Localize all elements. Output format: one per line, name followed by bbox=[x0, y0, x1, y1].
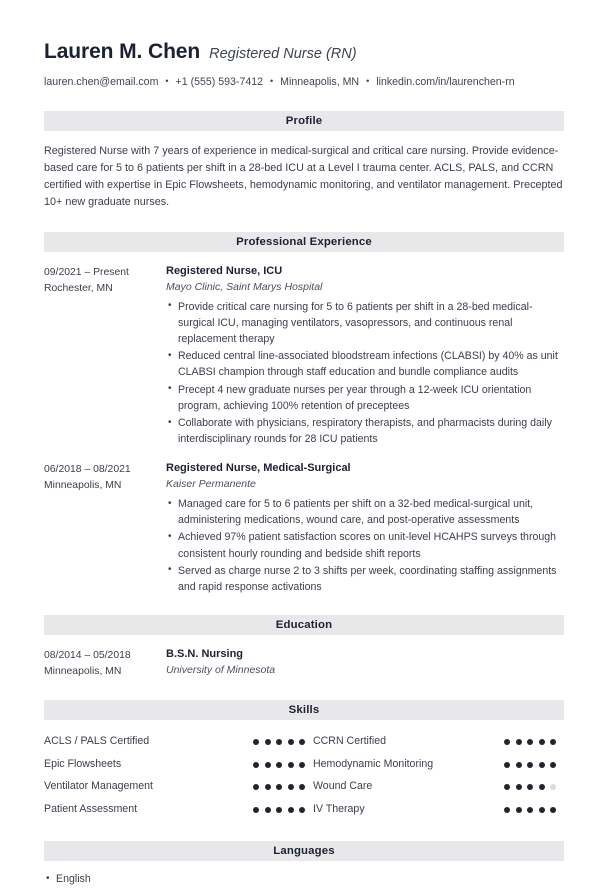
skill-label: Epic Flowsheets bbox=[44, 757, 122, 770]
bullet-separator-icon: • bbox=[165, 76, 169, 87]
rating-dot-filled bbox=[527, 784, 533, 790]
skill-item bbox=[313, 731, 564, 754]
skill-label: ACLS / PALS Certified bbox=[44, 735, 150, 748]
skill-item bbox=[44, 731, 313, 754]
skills-grid bbox=[44, 731, 564, 821]
entry-bullet: • Collaborate with physicians, respiratory therapists, and pharmacists during daily interdisciplinary rounds for 28 ICU patients bbox=[166, 415, 564, 447]
skill-item bbox=[44, 798, 313, 821]
section-heading-profile: Profile bbox=[44, 111, 564, 131]
rating-dot-filled bbox=[504, 739, 510, 745]
contact-phone[interactable]: +1 (555) 593-7412 bbox=[175, 76, 264, 89]
experience-entry bbox=[44, 461, 564, 595]
skill-item bbox=[44, 753, 313, 776]
rating-dot-filled bbox=[527, 762, 533, 768]
entry-location: Minneapolis, MN bbox=[44, 480, 122, 492]
skill-label: IV Therapy bbox=[313, 802, 365, 815]
entry-bullet: • Achieved 97% patient satisfaction scores on unit-level HCAHPS surveys through consistent hourly rounding and bedside shift reports bbox=[166, 529, 564, 561]
rating-dot-filled bbox=[504, 762, 510, 768]
section-heading-languages: Languages bbox=[44, 841, 564, 861]
entry-bullet: • Served as charge nurse 2 to 3 shifts per week, coordinating staffing assignments and rapid response activations bbox=[166, 563, 564, 595]
profile-section bbox=[44, 111, 564, 211]
rating-dot-filled bbox=[288, 807, 294, 813]
entry-job-title: Registered Nurse, ICU bbox=[166, 264, 283, 277]
entry-location: Minneapolis, MN bbox=[44, 666, 122, 678]
entry-school: University of Minnesota bbox=[166, 664, 276, 677]
skill-item bbox=[313, 753, 564, 776]
rating-dot-filled bbox=[299, 739, 305, 745]
languages-list bbox=[44, 872, 564, 888]
entry-bullet: • Precept 4 new graduate nurses per year through a 12-week ICU orientation program, achieving 100% retention of preceptees bbox=[166, 382, 564, 414]
rating-dot-filled bbox=[539, 807, 545, 813]
rating-dot-filled bbox=[276, 762, 282, 768]
rating-dot-filled bbox=[253, 807, 259, 813]
skill-rating-dots bbox=[504, 784, 556, 790]
experience-section bbox=[44, 232, 564, 595]
rating-dot-filled bbox=[276, 807, 282, 813]
bullet-separator-icon: • bbox=[366, 76, 370, 87]
rating-dot-filled bbox=[550, 762, 556, 768]
entry-dates: 09/2021 – Present bbox=[44, 266, 129, 278]
skills-section bbox=[44, 700, 564, 821]
rating-dot-filled bbox=[516, 784, 522, 790]
entry-bullet-list bbox=[166, 299, 564, 448]
section-heading-education: Education bbox=[44, 615, 564, 635]
skill-rating-dots bbox=[253, 762, 305, 768]
rating-dot-filled bbox=[288, 739, 294, 745]
skill-rating-dots bbox=[504, 762, 556, 768]
experience-entry bbox=[44, 264, 564, 447]
rating-dot-filled bbox=[527, 807, 533, 813]
skill-rating-dots bbox=[253, 739, 305, 745]
rating-dot-filled bbox=[504, 784, 510, 790]
entry-job-title: Registered Nurse, Medical-Surgical bbox=[166, 462, 351, 475]
rating-dot-filled bbox=[276, 739, 282, 745]
skill-rating-dots bbox=[504, 807, 556, 813]
rating-dot-filled bbox=[516, 762, 522, 768]
rating-dot-filled bbox=[539, 762, 545, 768]
experience-entry-body bbox=[166, 461, 564, 595]
skill-label: CCRN Certified bbox=[313, 735, 386, 748]
entry-dates: 06/2018 – 08/2021 bbox=[44, 464, 131, 476]
rating-dot-filled bbox=[265, 784, 271, 790]
rating-dot-filled bbox=[550, 739, 556, 745]
section-heading-skills: Skills bbox=[44, 700, 564, 720]
rating-dot-filled bbox=[299, 784, 305, 790]
rating-dot-filled bbox=[539, 739, 545, 745]
bullet-separator-icon: • bbox=[270, 76, 274, 87]
skill-rating-dots bbox=[504, 739, 556, 745]
rating-dot-filled bbox=[550, 807, 556, 813]
entry-bullet-list bbox=[166, 496, 564, 595]
rating-dot-filled bbox=[516, 807, 522, 813]
entry-bullet: • Provide critical care nursing for 5 to 6 patients per shift in a 28-bed medical-surgical ICU, managing ventilators, vasopressors, and continuous renal replacement therapy bbox=[166, 299, 564, 348]
contact-email[interactable]: lauren.chen@email.com bbox=[44, 76, 159, 89]
entry-bullet: • Managed care for 5 to 6 patients per shift on a 32-bed medical-surgical unit, administering medications, wound care, and post-operative assessments bbox=[166, 496, 564, 528]
education-entry-meta bbox=[44, 647, 166, 680]
skill-label: Ventilator Management bbox=[44, 780, 153, 793]
skill-item bbox=[44, 776, 313, 799]
language-item: • English bbox=[44, 872, 564, 888]
rating-dot-filled bbox=[265, 762, 271, 768]
skill-label: Wound Care bbox=[313, 780, 373, 793]
contact-linkedin[interactable]: linkedin.com/in/laurenchen-rn bbox=[376, 76, 515, 89]
experience-entry-body bbox=[166, 264, 564, 447]
skill-rating-dots bbox=[253, 784, 305, 790]
rating-dot-filled bbox=[299, 762, 305, 768]
entry-dates: 08/2014 – 05/2018 bbox=[44, 650, 131, 662]
candidate-name: Lauren M. Chen bbox=[44, 40, 201, 63]
rating-dot-filled bbox=[299, 807, 305, 813]
rating-dot-filled bbox=[539, 784, 545, 790]
education-entry bbox=[44, 647, 564, 680]
rating-dot-filled bbox=[504, 807, 510, 813]
contact-location: Minneapolis, MN bbox=[280, 76, 360, 89]
entry-employer: Kaiser Permanente bbox=[166, 478, 256, 491]
profile-summary-text: Registered Nurse with 7 years of experience in medical-surgical and critical care nursing. Provide evidence-based care for 5 to 6 patients per shift in a 28-bed ICU at a Level I trauma center. ACLS, PALS, and CCRN certified with expertise in Epic Flowsheets, hemodynamic monitoring, and ventilator management. Precepted 10+ new graduate nurses. bbox=[44, 144, 563, 208]
skill-rating-dots bbox=[253, 807, 305, 813]
rating-dot-filled bbox=[288, 784, 294, 790]
contact-line bbox=[44, 76, 564, 89]
skill-label: Hemodynamic Monitoring bbox=[313, 757, 434, 770]
entry-bullet: • Reduced central line-associated bloodstream infections (CLABSI) by 40% as unit CLABSI champion through staff education and bundle compliance audits bbox=[166, 348, 564, 380]
rating-dot-filled bbox=[253, 784, 259, 790]
entry-location: Rochester, MN bbox=[44, 282, 113, 294]
skill-label: Patient Assessment bbox=[44, 802, 138, 815]
experience-entry-meta bbox=[44, 461, 166, 494]
rating-dot-filled bbox=[276, 784, 282, 790]
candidate-job-title: Registered Nurse (RN) bbox=[209, 46, 357, 62]
languages-section bbox=[44, 841, 564, 888]
experience-entry-meta bbox=[44, 264, 166, 297]
education-section bbox=[44, 615, 564, 680]
skill-item bbox=[313, 776, 564, 799]
rating-dot-filled bbox=[253, 762, 259, 768]
resume-header bbox=[44, 0, 564, 89]
rating-dot-filled bbox=[516, 739, 522, 745]
rating-dot-filled bbox=[527, 739, 533, 745]
skill-item bbox=[313, 798, 564, 821]
section-heading-experience: Professional Experience bbox=[44, 232, 564, 252]
rating-dot-filled bbox=[253, 739, 259, 745]
entry-employer: Mayo Clinic, Saint Marys Hospital bbox=[166, 280, 323, 293]
education-entry-body bbox=[166, 647, 564, 679]
rating-dot-empty bbox=[550, 784, 556, 790]
entry-degree: B.S.N. Nursing bbox=[166, 648, 244, 661]
rating-dot-filled bbox=[288, 762, 294, 768]
rating-dot-filled bbox=[265, 807, 271, 813]
rating-dot-filled bbox=[265, 739, 271, 745]
name-and-title bbox=[44, 40, 564, 63]
